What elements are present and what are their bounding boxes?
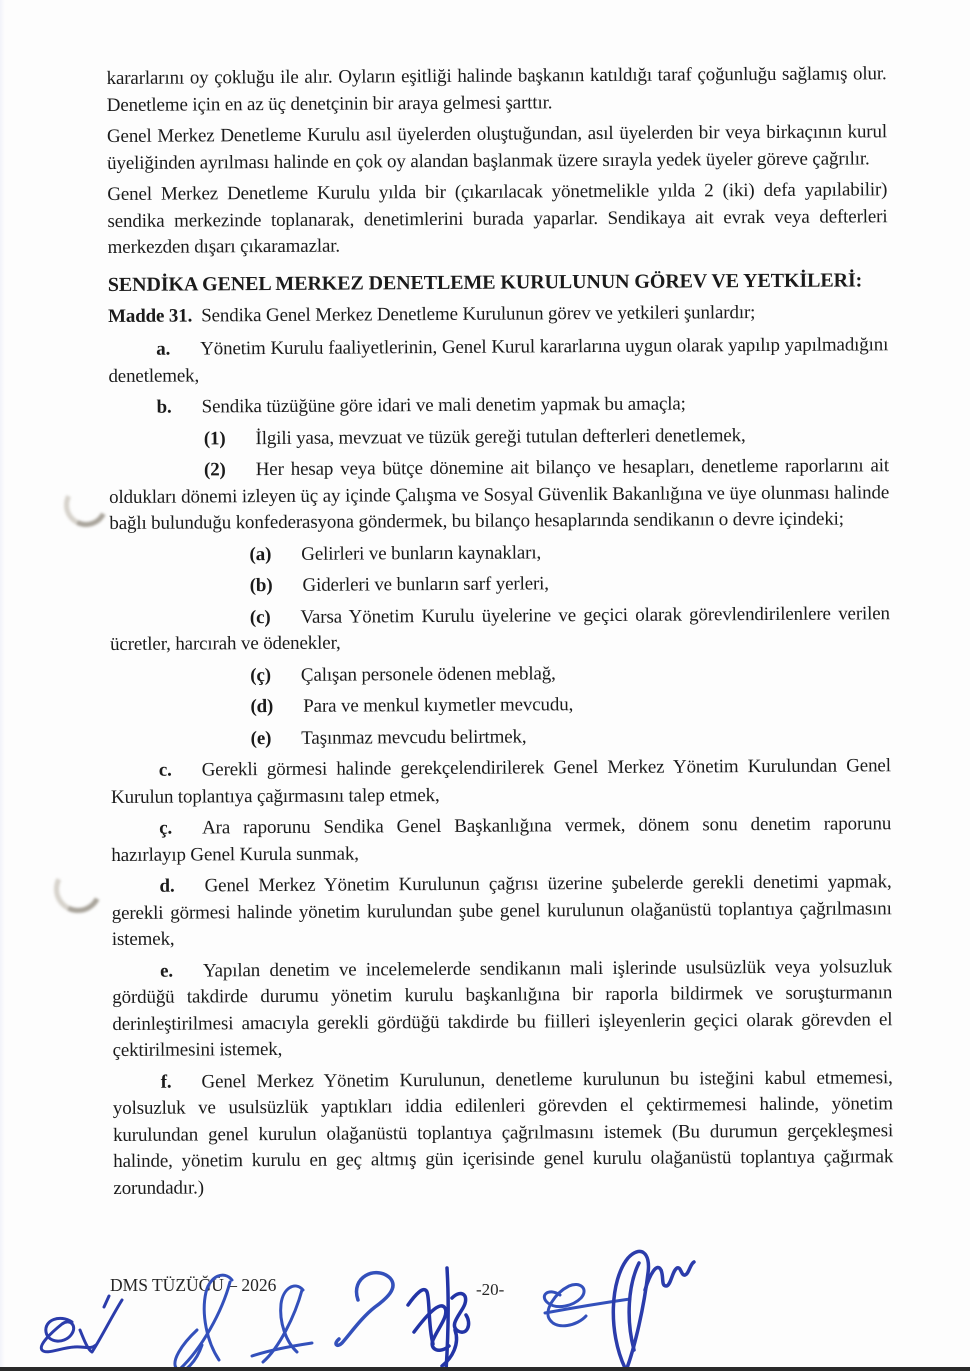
- article-text: Sendika Genel Merkez Denetleme Kurulunun görev ve yetkileri şunlardır;: [201, 301, 756, 326]
- list-item-sub-cc: [110, 659, 890, 690]
- list-item-c: [111, 753, 891, 811]
- signature-ink-1: [41, 1296, 122, 1352]
- item-text: Taşınmaz mevcudu belirtmek,: [301, 725, 527, 749]
- list-item-cc: [111, 811, 891, 869]
- intro-paragraph: Genel Merkez Denetleme Kurulu yılda bir (çıkarılacak yönetmelikle yılda 2 (iki) defa yapılabilir) sendika merkezinde toplanarak, denetimlerini burada yaparlar. Sendikaya ait evrak veya defterleri merkezden dışarı çıkaramazlar.: [107, 179, 888, 259]
- list-item-f: [113, 1065, 894, 1202]
- intro-paragraph: Genel Merkez Denetleme Kurulu asıl üyelerden oluştuğundan, asıl üyelerden bir veya birkaçının kurul üyeliğinden ayrılması halinde en çok oy alandan başlanmak üzere sırayla yedek üyeler göreve çağrılır.: [106, 121, 887, 174]
- signature-ink-2: [175, 1275, 232, 1371]
- item-label: c.: [158, 759, 172, 781]
- item-label: (e): [250, 727, 272, 749]
- intro-paragraph: kararlarını oy çokluğu ile alır. Oyların eşitliği halinde başkanın katıldığı taraf çoğunluğu sağlamış olur. Denetleme için en az üç denetçinin bir araya gelmesi şarttır.: [106, 63, 887, 116]
- list-item-sub-a: [109, 538, 889, 569]
- signature-ink-4: [336, 1273, 393, 1346]
- item-text: Genel Merkez Yönetim Kurulunun, denetleme kurulunun bu isteğini kabul etmemesi, yolsuzluk ve usulsüzlük yaptıkları iddia edilenleri görevden el çektirmemesi halinde, yönetim kurulundan genel kurulun olağanüstü toplantıya çağrılmasını istemek (Bu durumun gerçekleşmesi halinde, yönetim kurulu en geç altmış gün içerisinde genel kurulu olağanüstü toplantıya çağırmak zorundadır.): [112, 1066, 894, 1199]
- item-label: b.: [156, 396, 172, 418]
- list-item-2: [109, 453, 889, 537]
- item-label: (1): [203, 427, 226, 449]
- item-text: Varsa Yönetim Kurulu üyelerine ve geçici olarak görevlendirilenlere verilen ücretler, harcırah ve ödenekler,: [109, 602, 890, 655]
- scan-edge-bottom: [0, 1367, 970, 1371]
- item-label: f.: [160, 1071, 172, 1093]
- item-label: a.: [156, 338, 171, 360]
- list-item-a: [108, 332, 888, 390]
- list-item-sub-c: [110, 601, 890, 659]
- item-text: Giderleri ve bunların sarf yerleri,: [302, 573, 549, 596]
- signatures-ink-layer: [0, 1230, 970, 1371]
- article-paragraph: [108, 299, 888, 330]
- item-text: Yönetim Kurulu faaliyetlerinin, Genel Kurul kararlarına uygun olarak yapılıp yapılmadığını denetlemek,: [108, 334, 889, 387]
- signature-ink-6: [544, 1284, 630, 1325]
- list-item-sub-b: [110, 569, 890, 600]
- list-item-d: [111, 869, 891, 953]
- item-text: Gelirleri ve bunların kaynakları,: [301, 541, 542, 565]
- list-item-b: [109, 390, 889, 421]
- item-text: Genel Merkez Yönetim Kurulunun çağrısı üzerine şubelerde gerekli denetimi yapmak, gerekli görmesi halinde yönetim kurulundan şube genel kurulunun olağanüstü toplantıya çağrılmasını istemek,: [111, 871, 892, 950]
- item-text: Çalışan personele ödenen meblağ,: [300, 662, 556, 686]
- item-text: Yapılan denetim ve incelemelerde sendikanın mali işlerinde usulsüzlük veya yolsuzluk gördüğü takdirde durumu yönetim kurulu başkanlığına bir raporla bildirmek ve soruşturmanın derinleştirilmesi amacıyla gerekli gördüğü takdirde bu fiilleri işleyenlerin geçici olarak görevden el çektirilmesini istemek,: [112, 955, 893, 1061]
- item-label: (2): [203, 459, 226, 481]
- item-label: ç.: [159, 817, 173, 839]
- list-item-1: [109, 422, 889, 453]
- punch-hole-shadow-1: [58, 477, 113, 532]
- item-label: (ç): [250, 664, 271, 686]
- item-text: Para ve menkul kıymetler mevcudu,: [303, 694, 574, 717]
- item-text: İlgili yasa, mevzuat ve tüzük gereği tutulan defterleri denetlemek,: [255, 424, 746, 449]
- item-text: Her hesap veya bütçe dönemine ait bilanço ve hesapları, denetleme raporlarını ait oldukları dönemi izleyen üç ay içinde Çalışma ve Sosyal Güvenlik Bakanlığına ve üye olunması halinde bağlı bulunduğu konfederasyona göndermek, bu bilanço hesaplarında sendikanın o devre içindeki;: [109, 455, 890, 535]
- list-item-sub-d: [110, 690, 890, 721]
- item-text: Sendika tüzüğüne göre idari ve mali denetim yapmak bu amaçla;: [201, 393, 686, 418]
- list-item-sub-e: [111, 722, 891, 753]
- document-content: [107, 61, 894, 1207]
- list-item-e: [112, 954, 893, 1065]
- footer-page-number: -20-: [476, 1280, 505, 1299]
- signature-ink-3: [252, 1286, 312, 1362]
- item-label: e.: [159, 960, 173, 982]
- item-label: (a): [249, 543, 272, 565]
- item-label: (d): [250, 696, 274, 718]
- footer-document-title: DMS TÜZÜĞÜ – 2026: [110, 1275, 277, 1295]
- signature-ink-7: [613, 1251, 694, 1368]
- item-label: (b): [249, 575, 273, 597]
- item-label: (c): [249, 606, 271, 628]
- item-text: Gerekli görmesi halinde gerekçelendirilerek Genel Merkez Yönetim Kurulundan Genel Kurulun toplantıya çağırmasını talep etmek,: [110, 755, 891, 808]
- punch-hole-shadow-2: [48, 859, 108, 919]
- item-label: d.: [159, 875, 175, 897]
- article-number: Madde 31.: [107, 304, 193, 327]
- item-text: Ara raporunu Sendika Genel Başkanlığına vermek, dönem sonu denetim raporunu hazırlayıp Genel Kurula sunmak,: [111, 813, 892, 866]
- signature-ink-5: [408, 1268, 469, 1371]
- section-heading: SENDİKA GENEL MERKEZ DENETLEME KURULUNUN GÖREV VE YETKİLERİ:: [107, 268, 863, 296]
